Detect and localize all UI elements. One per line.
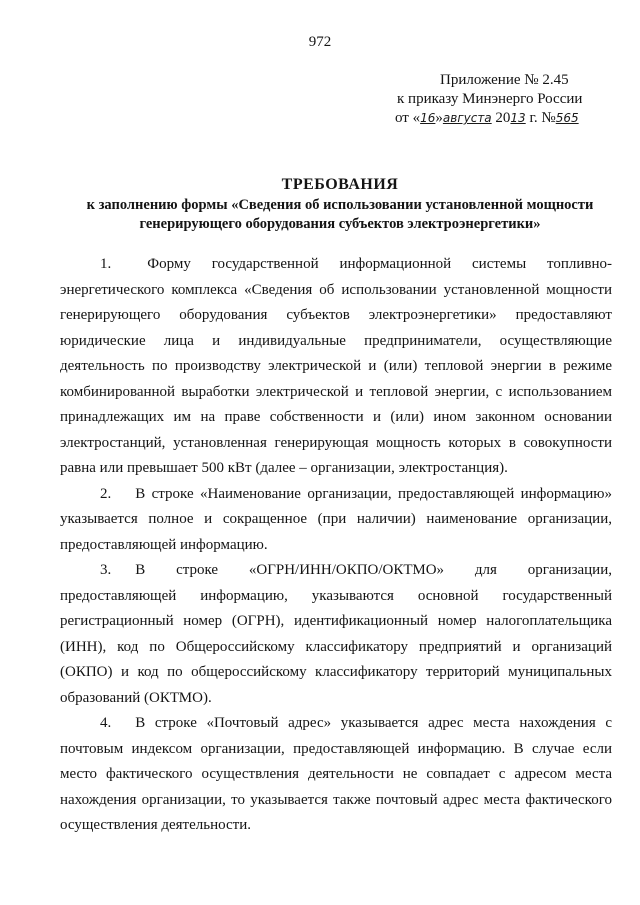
paragraph-number: 3. bbox=[100, 562, 112, 578]
paragraph-number: 4. bbox=[100, 715, 112, 731]
appendix-date-mid: » bbox=[435, 110, 443, 126]
appendix-line-2: к приказу Минэнерго России bbox=[397, 91, 583, 107]
paragraph-4 bbox=[60, 711, 612, 839]
appendix-line-3 bbox=[395, 109, 615, 128]
document-title bbox=[60, 176, 620, 234]
handwritten-day: 16 bbox=[420, 111, 436, 125]
paragraph-3 bbox=[60, 558, 612, 711]
appendix-line-1: Приложение № 2.45 bbox=[440, 72, 569, 88]
paragraph-number: 2. bbox=[100, 485, 112, 502]
appendix-block bbox=[395, 71, 615, 128]
paragraph-1 bbox=[60, 252, 612, 482]
paragraph-text: Форму государственной информационной системы топливно-энергетического комплекса «Сведения об использовании установленной мощности генерирующего оборудования субъектов электроэнергетики» предоставляют юридические лица и индивидуальные предприниматели, осуществляющие деятельность по производству электрической и (или) тепловой энергии в режиме комбинированной выработки электрической и тепловой энергии, с использованием принадлежащих им на праве собственности и (или) ином законном основании электростанций, установленная генерирующая мощность которых в совокупности равна или превышает 500 кВт (далее – организации, электростанция). bbox=[60, 256, 612, 476]
appendix-date-prefix: от « bbox=[395, 110, 421, 126]
paragraph-text: В строке «ОГРН/ИНН/ОКПО/ОКТМО» для организации, предоставляющей информацию, указываются основной государственный регистрационный номер (ОГРН), идентификационный номер налогоплательщика (ИНН), код по Общероссийскому классификатору предприятий и организаций (ОКПО) и код по общероссийскому классификатору территорий муниципальных образований (ОКТМО). bbox=[60, 562, 612, 706]
paragraph-text: В строке «Почтовый адрес» указывается адрес места нахождения с почтовым индексом организации, предоставляющей информацию. В случае если место фактического осуществления деятельности не совпадает с адресом места нахождения организации, то указывается также почтовый адрес места фактического осуществления деятельности. bbox=[60, 715, 612, 833]
handwritten-month: августа bbox=[442, 111, 492, 125]
page-number: 972 bbox=[308, 34, 332, 50]
handwritten-order-number: 565 bbox=[555, 111, 579, 125]
paragraph-number: 1. bbox=[100, 256, 112, 272]
paragraph-text: В строке «Наименование организации, предоставляющей информацию» указывается полное и сокращенное (при наличии) наименование организации, предоставляющей информацию. bbox=[60, 485, 612, 553]
document-body bbox=[60, 252, 612, 839]
title-subtitle: к заполнению формы «Сведения об использовании установленной мощности генерирующего оборудования субъектов электроэнергетики» bbox=[86, 197, 594, 232]
appendix-year-prefix: 20 bbox=[491, 110, 511, 126]
paragraph-2 bbox=[60, 482, 612, 559]
appendix-order-label: г. № bbox=[525, 110, 556, 126]
title-main: ТРЕБОВАНИЯ bbox=[281, 176, 399, 193]
handwritten-year: 13 bbox=[510, 111, 526, 125]
